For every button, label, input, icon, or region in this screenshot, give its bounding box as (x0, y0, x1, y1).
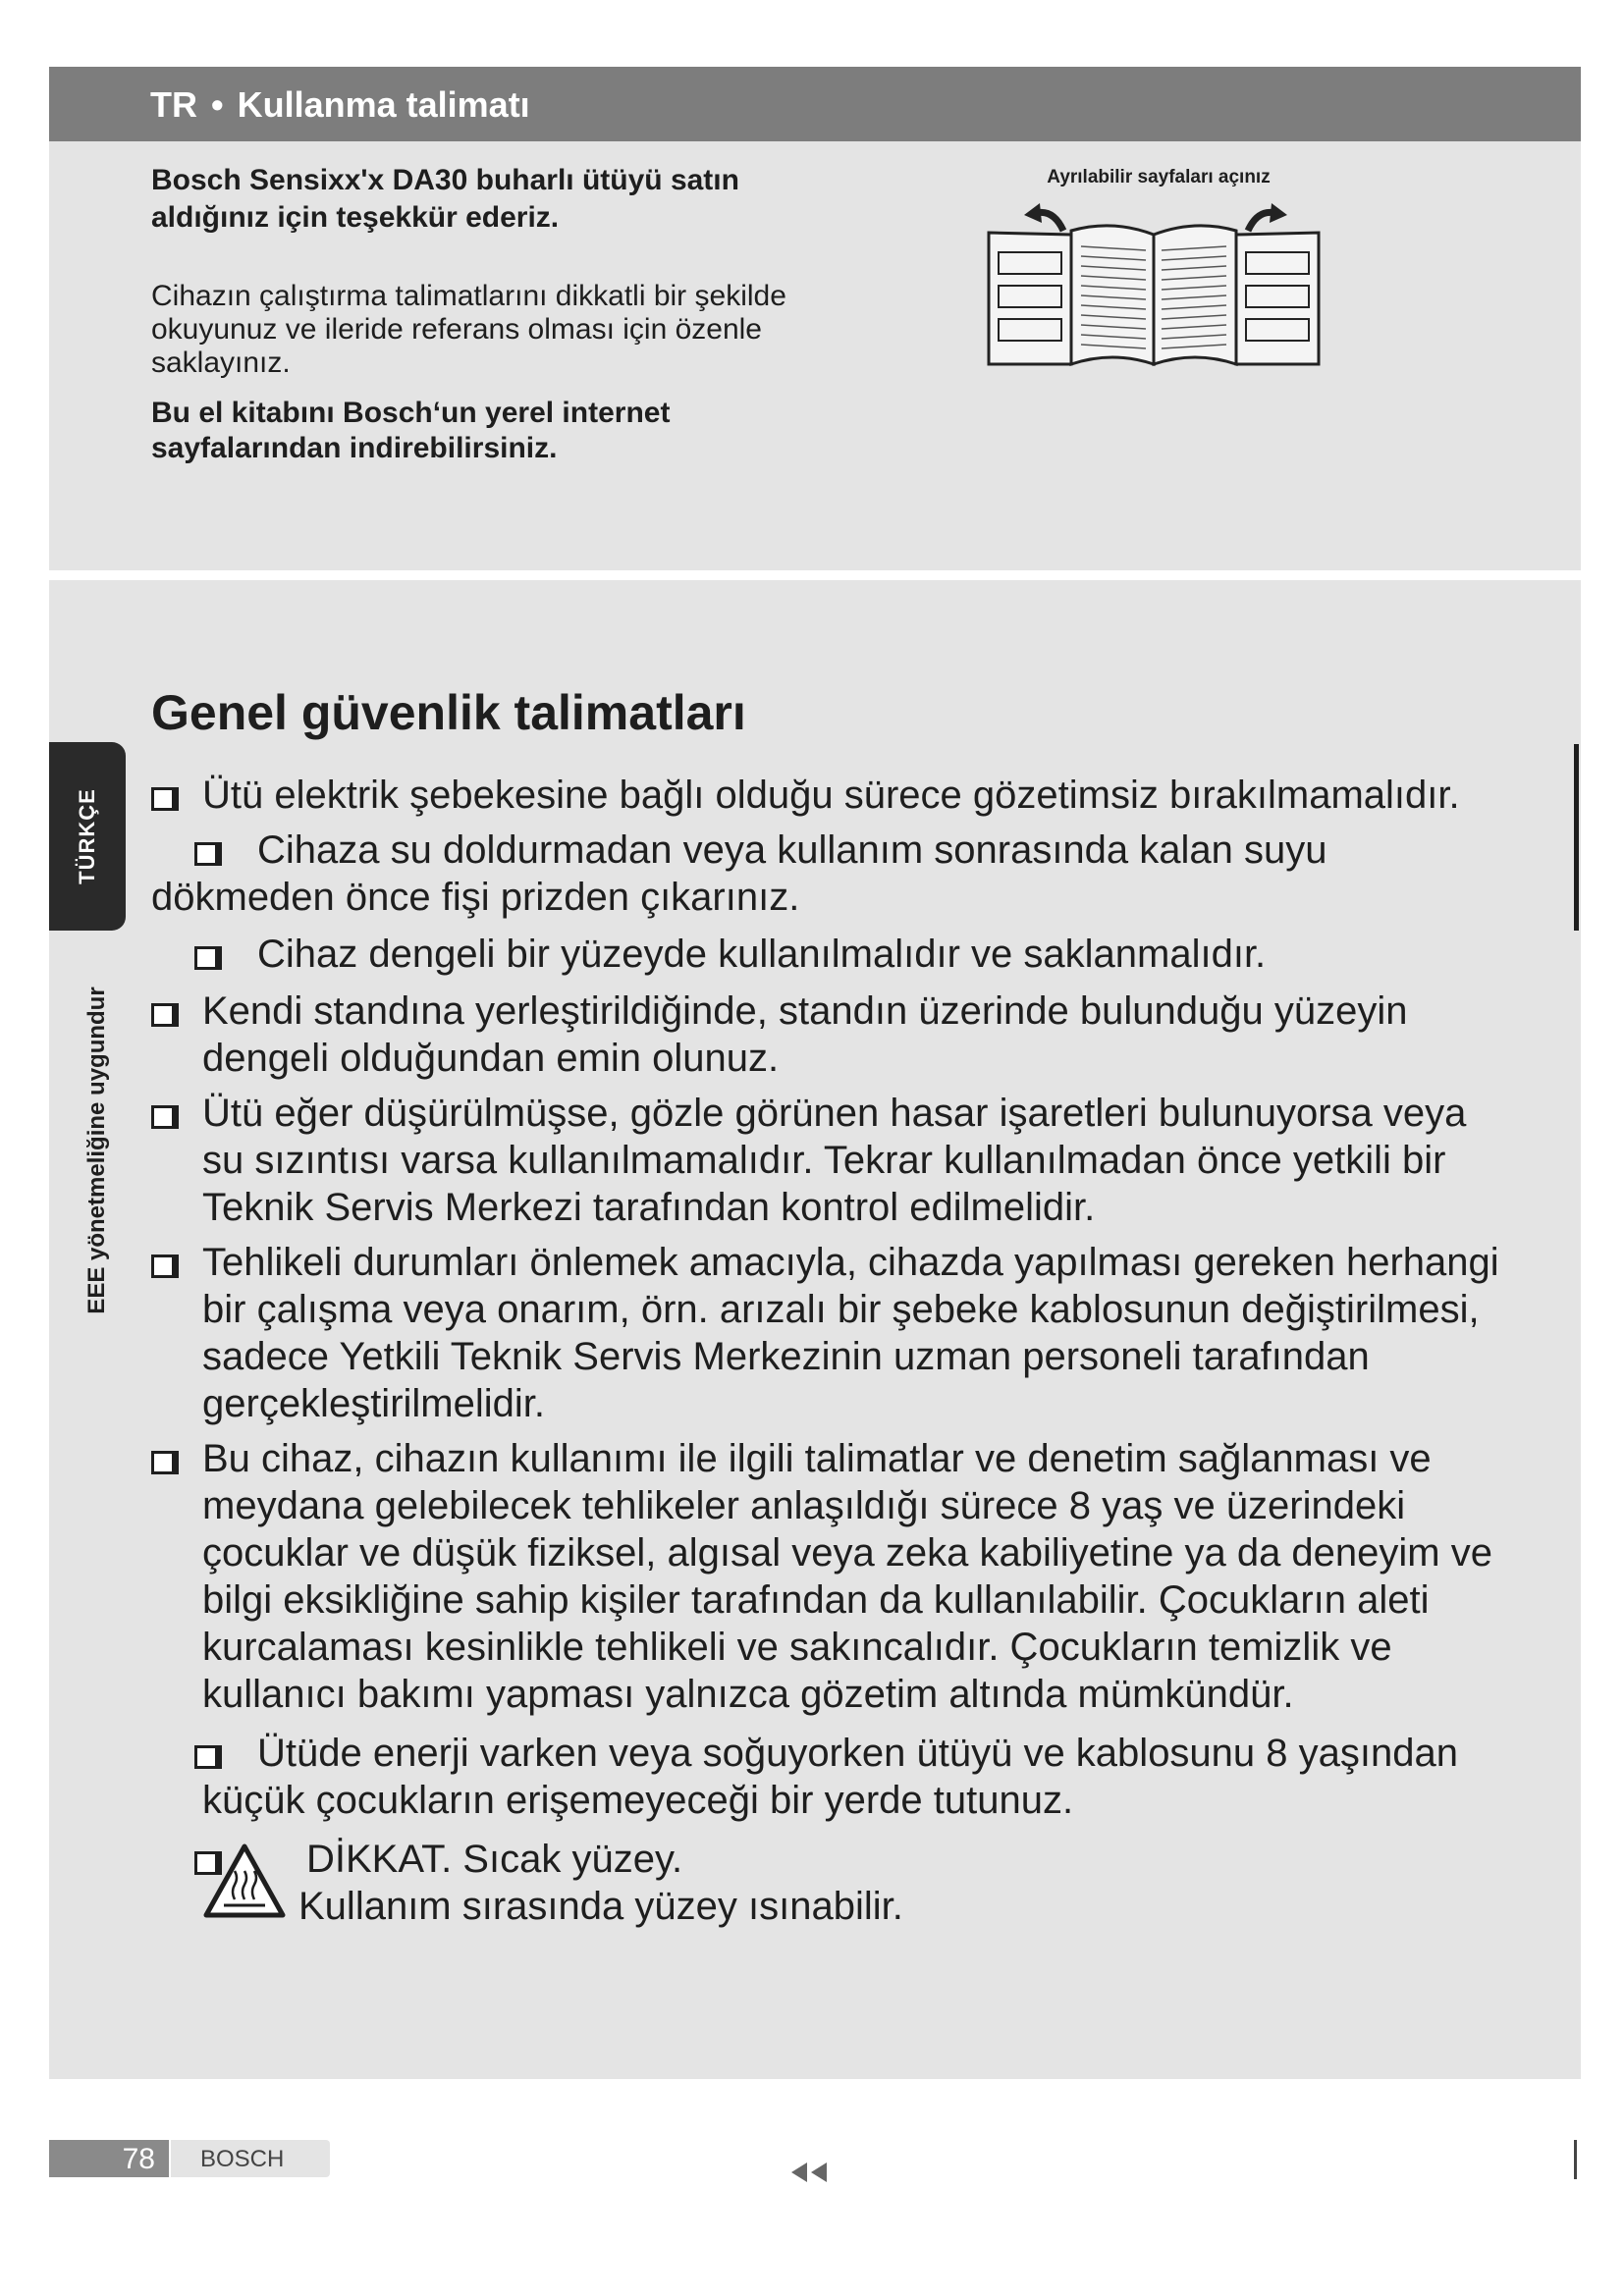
safety-item-text: Cihaz dengeli bir yüzeyde kullanılmalıdır ve saklanmalıdır. (257, 933, 1267, 976)
page-number: 78 (122, 2143, 155, 2175)
safety-item-text: Ütü elektrik şebekesine bağlı olduğu sürece gözetimsiz bırakılmamalıdır. (202, 774, 1460, 817)
brand-box (171, 2140, 330, 2177)
warning-text: Kullanım sırasında yüzey ısınabilir. (298, 1885, 903, 1928)
checkbox-icon (194, 842, 218, 866)
safety-item (151, 988, 1506, 1082)
safety-item-text: Ütüde enerji varken veya soğuyorken ütüyü ve kablosunu 8 yaşından küçük çocukların erişemeyeceği bir yerde tutunuz. (202, 1732, 1458, 1822)
footer-rule (1574, 2140, 1577, 2179)
checkbox-icon (151, 1451, 175, 1474)
safety-item-text: Tehlikeli durumları önlemek amacıyla, cihazda yapılması gereken herhangi bir çalışma veya onarım, örn. arızalı bir şebeke kablosunun değiştirilmesi, sadece Yetkili Teknik Servis Merkezinin uzman personeli tarafından gerçekleştirilmelidir. (202, 1241, 1499, 1425)
safety-item (151, 772, 1506, 819)
checkbox-icon (194, 1745, 218, 1769)
checkbox-icon (151, 1003, 175, 1027)
safety-item-text: Cihaza su doldurmadan veya kullanım sonrasında kalan suyu dökmeden önce fişi prizden çıkarınız. (151, 828, 1327, 919)
safety-item (151, 1730, 1506, 1824)
right-margin-rule (1574, 744, 1579, 931)
safety-item (151, 1239, 1506, 1427)
checkbox-icon (194, 946, 218, 970)
intro-thanks: Bosch Sensixx'x DA30 buharlı ütüyü satın aldığınız için teşekkür ederiz. (151, 164, 739, 234)
safety-item (151, 1090, 1506, 1231)
warning-title: DİKKAT. Sıcak yüzey. (306, 1838, 683, 1881)
intro-read-instructions: Cihazın çalıştırma talimatlarını dikkatli bir şekilde okuyunuz ve ileride referans olması için özenle saklayınız. (151, 280, 786, 379)
fold-out-caption: Ayrılabilir sayfaları açınız (1047, 167, 1271, 187)
safety-item (151, 827, 1506, 921)
header-lang: TR (150, 84, 197, 125)
safety-item (151, 931, 1506, 978)
header-title-text: Kullanma talimatı (237, 84, 530, 125)
checkbox-icon (151, 1255, 175, 1278)
brand-name: BOSCH (200, 2146, 285, 2172)
safety-item-text: Ütü eğer düşürülmüşse, gözle görünen hasar işaretleri bulunuyorsa veya su sızıntısı varsa kullanılmamalıdır. Tekrar kullanılmadan önce yetkili bir Teknik Servis Merkezi tarafından kontrol edilmelidir. (202, 1092, 1467, 1229)
section-title: Genel güvenlik talimatları (151, 685, 746, 740)
checkbox-icon (151, 787, 175, 811)
page-number-box (49, 2140, 169, 2177)
header-separator: • (211, 84, 224, 125)
safety-item-text: Bu cihaz, cihazın kullanımı ile ilgili talimatlar ve denetim sağlanması ve meydana gelebilecek tehlikeler anlaşıldığı sürece 8 yaş ve üzerindeki çocuklar ve düşük fiziksel, algısal veya zeka kabiliyetine ya da deneyim ve bilgi eksikliğine sahip kişiler tarafından da kullanılabilir. Çocukların aleti kurcalaması kesinlikle tehlikeli ve sakıncalıdır. Çocukların temizlik ve kullanıcı bakımı yapması yalnızca gözetim altında mümkündür. (202, 1437, 1492, 1716)
warning-item (151, 1836, 1506, 1930)
safety-item-text: Kendi standına yerleştirildiğinde, standın üzerinde bulunduğu yüzeyin dengeli olduğundan emin olunuz. (202, 989, 1408, 1080)
nav-arrows-svg (789, 2160, 833, 2185)
compliance-label: EEE yönetmeliğine uygundur (83, 987, 110, 1314)
checkbox-icon (151, 1105, 175, 1129)
back-arrows-icon[interactable] (789, 2160, 833, 2190)
fold-out-pages-illustration (985, 201, 1328, 373)
safety-item (151, 1435, 1506, 1718)
language-tab-label: TÜRKÇE (75, 788, 99, 884)
intro-download: Bu el kitabını Bosch‘un yerel internet sayfalarından indirebilirsiniz. (151, 397, 671, 464)
header-title (150, 84, 530, 126)
header-bar (49, 67, 1581, 141)
hot-surface-warning-icon (202, 1842, 287, 1926)
